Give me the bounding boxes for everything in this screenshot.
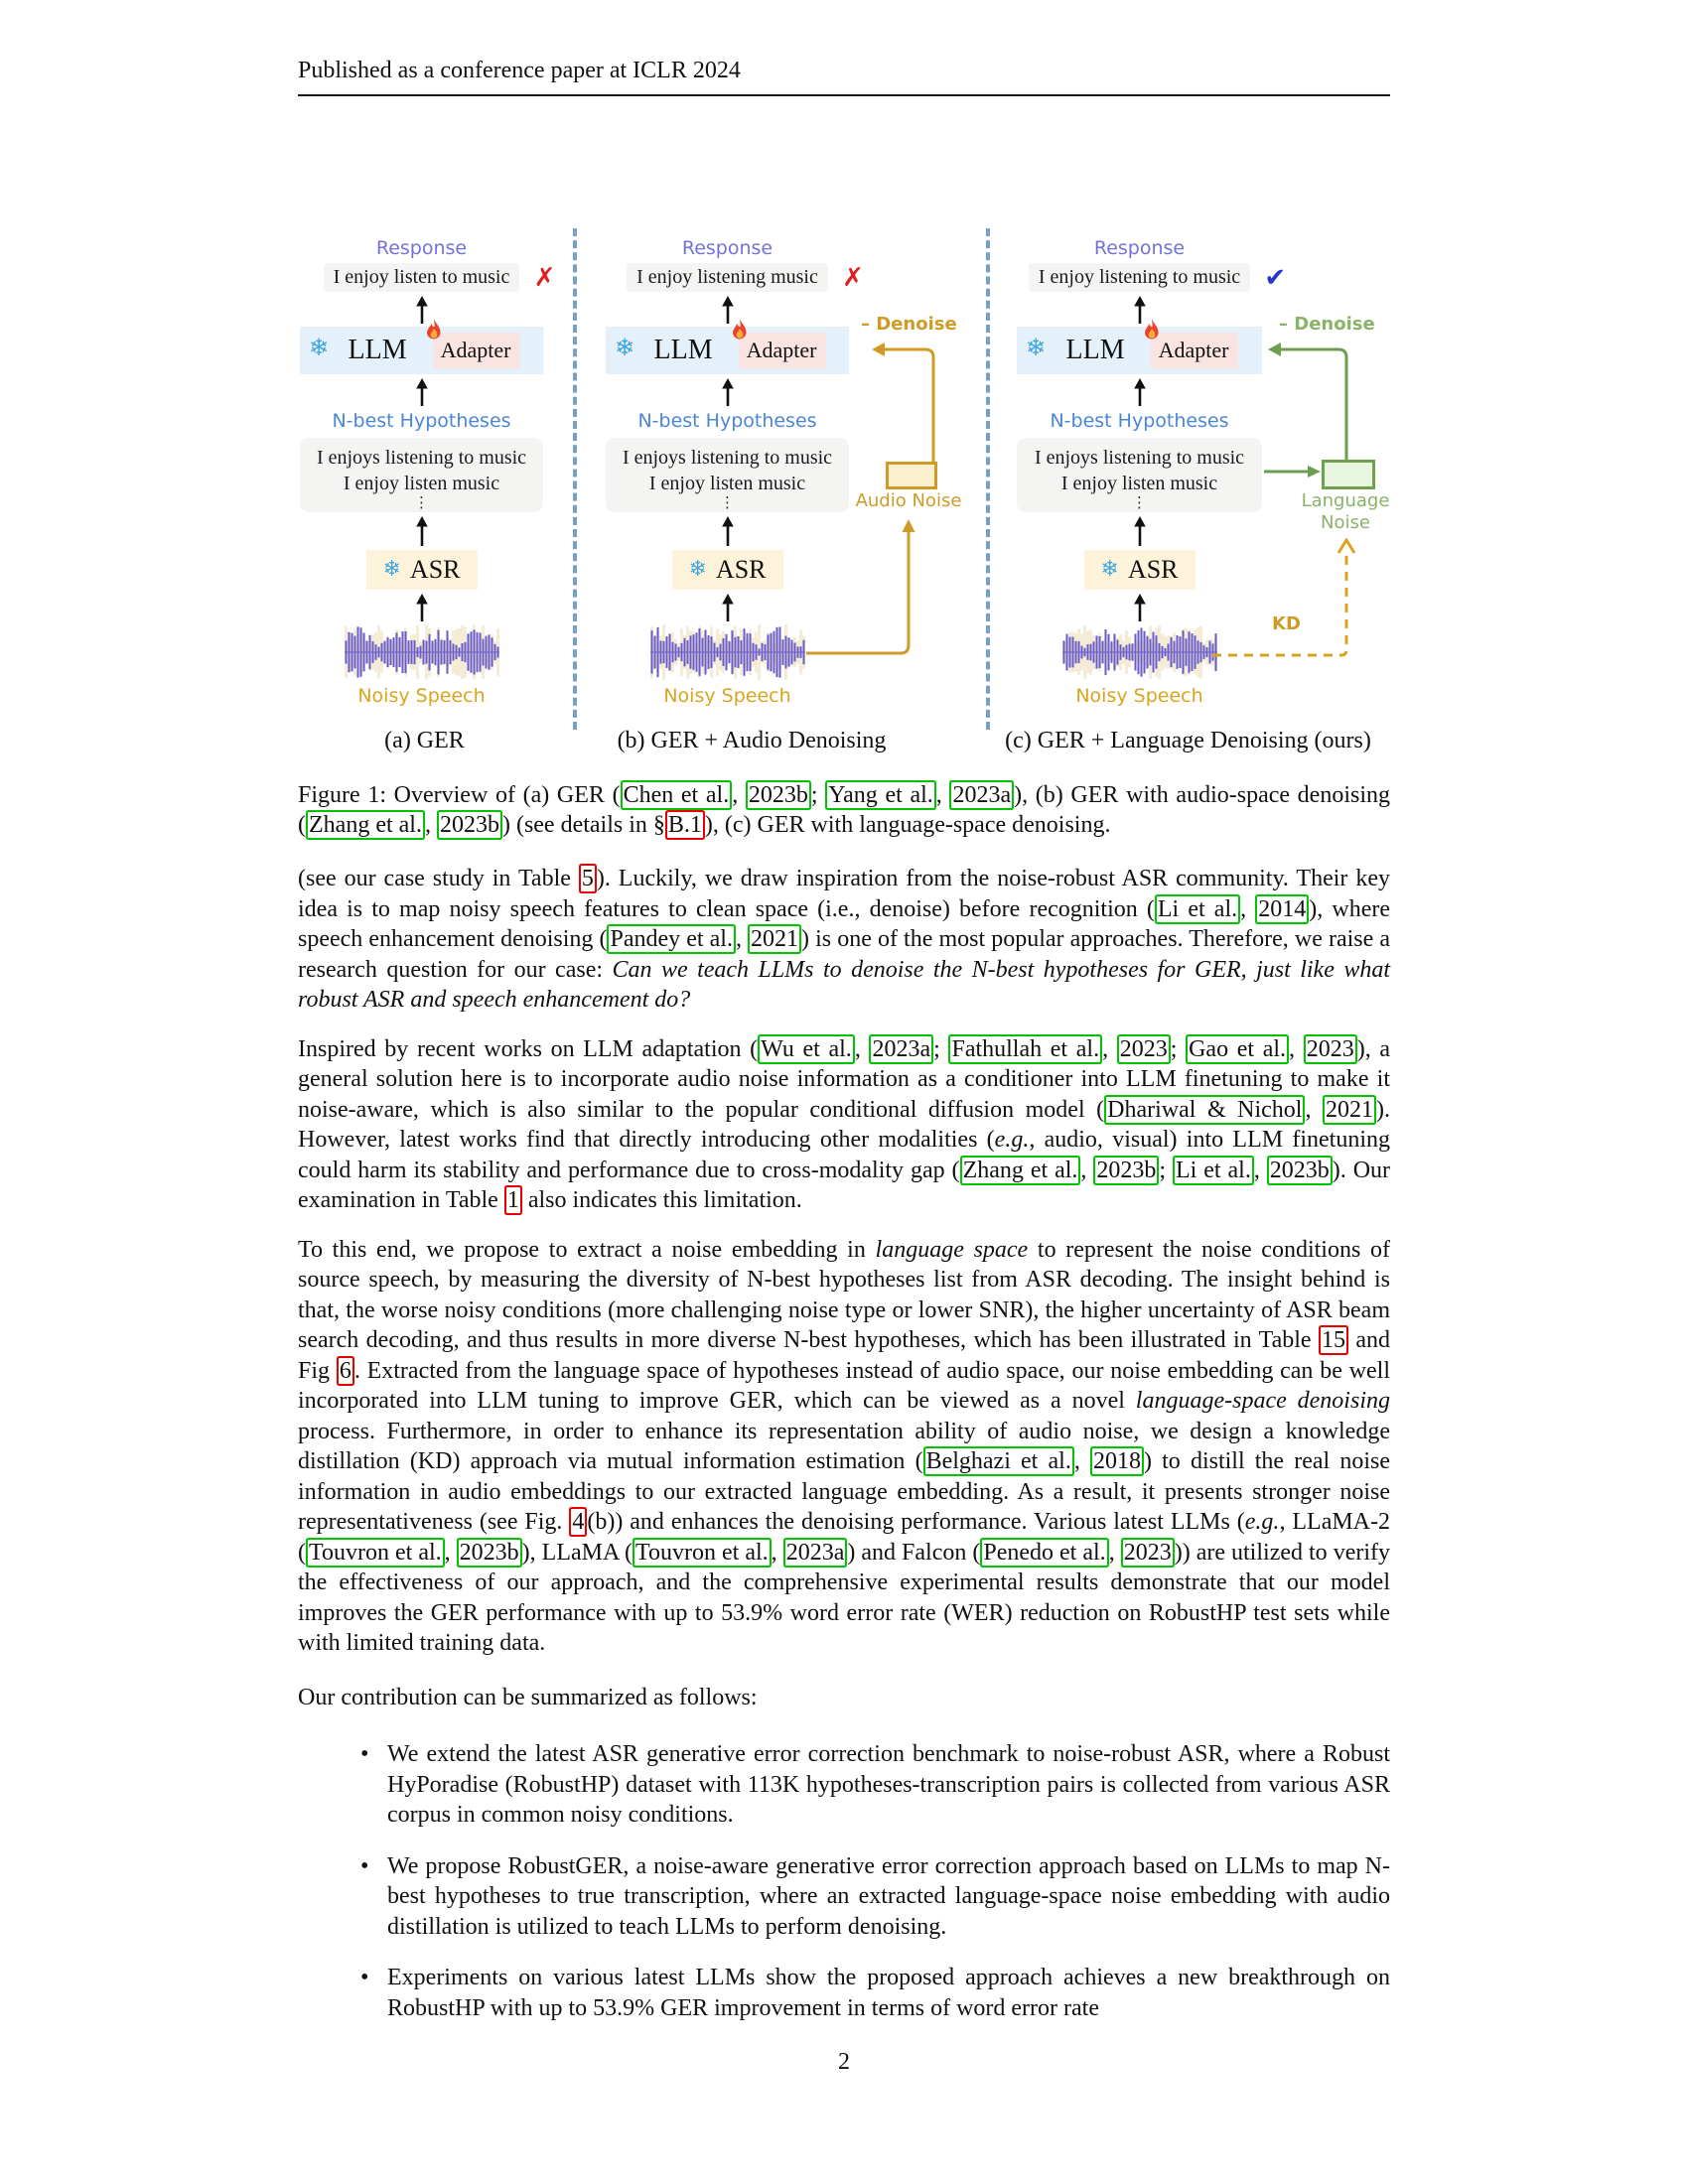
paragraph [298,1034,1390,1216]
citation-link[interactable]: 2023 [1119,1035,1168,1062]
language-noise-box [1322,460,1375,489]
text-segment: ) (see details in § [501,812,665,838]
text-segment: (b)) and enhances the denoising performance. Various latest LLMs ( [587,1509,1245,1535]
citation-link[interactable]: B.1 [667,812,702,838]
up-arrow-icon [720,516,736,546]
text-segment: ). Luckily, we draw inspiration from the noise-robust ASR community. Their key idea is to map noisy speech features to clean space (i.e., denoise) before recognition ( [298,866,1390,922]
snowflake-icon: ❄ [615,334,635,361]
kd-dashed-arrow [1212,538,1357,661]
figure-caption [298,780,1390,840]
citation-link[interactable]: 2021 [1326,1096,1373,1123]
citation-link[interactable]: Belghazi et al. [925,1448,1071,1474]
text-segment: , [424,812,437,838]
fire-icon [1141,318,1163,343]
contribution-list [298,1739,1390,2023]
citation-link[interactable]: 4 [572,1509,585,1535]
citation-link[interactable]: Li et al. [1175,1157,1251,1183]
text-segment: , [1289,1035,1304,1062]
kd-label: KD [1272,614,1301,634]
up-arrow-icon [414,594,430,621]
hypothesis-line: I enjoy listen music [648,473,806,494]
response-text-box: I enjoy listening to music [1029,263,1250,292]
up-arrow-icon [414,378,430,406]
text-segment: . Extracted from the language space of hypotheses instead of audio space, our noise embedding can be well incorporated into LLM tuning to improve GER, which can be viewed as a novel [298,1357,1390,1414]
text-segment: ). However, latest works find that directly introducing other modalities ( [298,1096,1390,1153]
asr-label: ASR [1127,555,1179,584]
text-segment: ), (c) GER with language-space denoising. [704,812,1111,838]
citation-link[interactable]: 2023a [872,1035,931,1062]
snowflake-icon: ❄ [309,334,330,361]
response-text-box: I enjoy listen to music [324,263,520,292]
adapter-box [1151,333,1239,368]
snowflake-icon: ❄ [1026,334,1047,361]
hypotheses-box [300,438,543,512]
hypothesis-line: I enjoys listening to music [1034,447,1245,469]
denoise-arrow [871,340,940,465]
text-segment: , [735,926,749,952]
text-segment: ), a general solution here is to incorporate audio noise information as a conditioner into LLM finetuning to make it noise-aware, which is also similar to the popular conditional diffusion model ( [298,1035,1391,1123]
denoise-label: – Denoise [861,314,957,335]
adapter-box [739,333,827,368]
text-segment: ; [1170,1035,1187,1062]
snowflake-icon: ❄ [1100,557,1119,582]
text-segment: , [732,782,746,808]
contribution-item [387,1851,1390,1943]
citation-link[interactable]: Yang et al. [828,782,933,808]
citation-link[interactable]: 2021 [751,926,799,952]
nbest-hypotheses-label: N-best Hypotheses [332,410,511,432]
text-segment: , LLaMA-2 ( [298,1509,1391,1566]
text-segment: , [444,1539,457,1566]
text-segment: Figure 1: Overview of (a) GER ( [298,782,621,808]
text-segment: (see our case study in Table [298,866,579,891]
body-text [298,864,1390,2044]
text-segment: ) is one of the most popular approaches. Therefore, we raise a research question for our case: [298,926,1391,983]
text-segment: ), where speech enhancement denoising ( [298,895,1391,952]
text-segment: , [935,782,950,808]
text-segment: also indicates this limitation. [521,1187,802,1213]
contribution-text: We extend the latest ASR generative error correction benchmark to noise-robust ASR, where a Robust HyPoradise (RobustHP) dataset with 113K hypotheses-transcription pairs is collected from various ASR corpus in common noisy conditions. [387,1741,1390,1828]
citation-link[interactable]: 1 [506,1187,519,1213]
citation-link[interactable]: Touvron et al. [635,1539,769,1566]
citation-link[interactable]: 2018 [1092,1448,1141,1474]
hypotheses-box [1017,438,1262,512]
language-noise-label-line1: Language [1301,490,1390,511]
asr-box [1084,550,1196,590]
panel-caption: (b) GER + Audio Denoising [617,728,887,753]
hypothesis-line: I enjoy listen music [1060,473,1218,494]
citation-link[interactable]: Touvron et al. [309,1539,442,1566]
adapter-label: Adapter [1158,338,1229,362]
adapter-label: Adapter [440,338,511,362]
noisy-speech-waveform [650,624,805,680]
text-segment: ) to distill the real noise information in audio embeddings to our extracted language embedding. As a result, it presents stronger noise representativeness (see Fig. [298,1448,1391,1535]
figure-panel-c [986,228,1390,759]
page-number: 2 [838,2049,850,2075]
vertical-ellipsis: ⋮ [414,493,429,511]
nbest-hypotheses-label: N-best Hypotheses [637,410,817,432]
text-segment: ; [933,1035,949,1062]
check-mark-icon: ✔ [1264,262,1287,293]
text-segment: , audio, visual) into LLM finetuning could harm its stability and performance due to cross-modality gap ( [298,1127,1390,1183]
noisy-speech-waveform [345,624,499,680]
text-segment: To this end, we propose to extract a noise embedding in [298,1236,876,1263]
asr-box [672,550,783,590]
noisy-speech-label: Noisy Speech [663,685,791,707]
llm-label: LLM [348,335,407,365]
text-segment: e.g. [994,1127,1030,1153]
citation-link[interactable]: 2023 [1123,1539,1172,1566]
citation-link[interactable]: Wu et al. [761,1035,852,1062]
citation-link[interactable]: Dhariwal & Nichol [1107,1096,1303,1123]
language-noise-label-line2: Noise [1321,512,1370,533]
citation-link[interactable]: Gao et al. [1189,1035,1287,1062]
citation-link[interactable]: 2023b [439,812,499,838]
citation-link[interactable]: Fathullah et al. [951,1035,1100,1062]
wrong-mark-icon: ✗ [533,262,556,293]
response-label: Response [375,237,468,259]
text-segment: )) are utilized to verify the effectiveness of our approach, and the comprehensive experimental results demonstrate that our model improves the GER performance with up to 53.9% word error rate (WER) reduction on RobustHP test sets while with limited training data. [298,1539,1390,1656]
denoise-label: – Denoise [1279,314,1375,335]
panel-caption: (a) GER [384,728,465,753]
hypothesis-line: I enjoys listening to music [316,447,527,469]
text-segment: e.g. [1244,1509,1280,1535]
text-segment: ). Our examination in Table [298,1157,1391,1213]
response-row [1029,262,1287,293]
text-segment: to represent the noise conditions of source speech, by measuring the diversity of N-best hypotheses list from ASR decoding. The insight behind is that, the worse noisy conditions (more challenging noise type or lower SNR), the higher uncertainty of ASR beam search decoding, and thus results in more diverse N-best hypotheses, which has been illustrated in Table [298,1236,1390,1353]
hypotheses-to-noise-arrow [1264,464,1322,479]
llm-label: LLM [653,335,713,365]
fire-icon [729,318,751,343]
hypotheses-box [606,438,849,512]
up-arrow-icon [720,378,736,406]
llm-box [1017,327,1262,374]
text-segment: , [1240,895,1256,922]
text-segment: ; [1159,1157,1173,1183]
text-segment: ), (b) GER with audio-space denoising ( [298,782,1391,838]
header-text: Published as a conference paper at ICLR 2024 [298,58,741,83]
citation-link[interactable]: 2023a [785,1539,845,1566]
noisy-speech-label: Noisy Speech [1075,685,1203,707]
citation-link[interactable]: Penedo et al. [983,1539,1106,1566]
contribution-intro: Our contribution can be summarized as follows: [298,1684,758,1710]
citation-link[interactable]: 6 [339,1357,352,1384]
contribution-item [387,1963,1390,2023]
vertical-ellipsis: ⋮ [720,493,735,511]
snowflake-icon: ❄ [688,557,707,582]
denoise-arrow [1267,340,1352,465]
citation-link[interactable]: 2023b [1096,1157,1157,1183]
contribution-text: Experiments on various latest LLMs show the proposed approach achieves a new breakthrough on RobustHP with up to 53.9% GER improvement in terms of word error rate [387,1965,1390,2021]
citation-link[interactable]: Zhang et al. [309,812,422,838]
text-segment: , [771,1539,783,1566]
running-header [298,58,1390,96]
hypothesis-line: I enjoys listening to music [622,447,833,469]
llm-box [300,327,543,374]
vertical-ellipsis: ⋮ [1132,493,1147,511]
citation-link[interactable]: 2014 [1258,895,1307,922]
response-text-box: I enjoy listening music [627,263,828,292]
text-segment: ; [810,782,826,808]
citation-link[interactable]: 2023 [1306,1035,1354,1062]
audio-noise-label: Audio Noise [855,490,962,511]
text-segment: , [1080,1157,1094,1183]
text-segment: Inspired by recent works on LLM adaptation ( [298,1035,759,1062]
text-segment: process. Furthermore, in order to enhance its representation ability of audio noise, we design a knowledge distillation (KD) approach via mutual information estimation ( [298,1418,1390,1474]
noisy-speech-waveform [1062,624,1217,680]
text-segment: ), LLaMA ( [521,1539,633,1566]
text-segment: , [854,1035,870,1062]
fire-icon [423,318,445,343]
llm-label: LLM [1065,335,1125,365]
text-segment: , [1253,1157,1267,1183]
citation-link[interactable]: 2023a [952,782,1012,808]
adapter-box [433,333,521,368]
text-segment: language-space denoising [1135,1388,1390,1414]
snowflake-icon: ❄ [382,557,401,582]
response-row [627,262,864,293]
contribution-text: We propose RobustGER, a noise-aware generative error correction approach based on LLMs to map N-best hypotheses to true transcription, where an extracted language-space noise embedding with audio distillation is utilized to teach LLMs to perform denoising. [387,1852,1390,1940]
paragraph [298,864,1390,1016]
adapter-label: Adapter [746,338,817,362]
paragraph [298,1235,1390,1659]
llm-box [606,327,849,374]
wrong-mark-icon: ✗ [842,262,864,293]
citation-link[interactable]: 2023b [748,782,808,808]
citation-link[interactable]: 15 [1321,1327,1345,1353]
citation-link[interactable]: Li et al. [1157,895,1238,922]
text-segment: , [1102,1035,1117,1062]
hypothesis-line: I enjoy listen music [343,473,500,494]
figure-1 [298,228,1390,764]
asr-label: ASR [715,555,767,584]
up-arrow-icon [1132,516,1148,546]
response-row [324,262,556,293]
text-segment: and Fig [298,1327,1391,1384]
figure-panel-b [573,228,986,759]
citation-link[interactable]: Pandey et al. [610,926,733,952]
contribution-item [387,1739,1390,1831]
up-arrow-icon [1132,594,1148,621]
response-label: Response [681,237,774,259]
audio-noise-box [886,462,937,489]
text-segment: ) and Falcon ( [847,1539,981,1566]
text-segment: , [1305,1096,1323,1123]
up-arrow-icon [414,516,430,546]
citation-link[interactable]: Zhang et al. [962,1157,1078,1183]
audio-noise-arrow [806,518,917,659]
citation-link[interactable]: Chen et al. [623,782,730,808]
citation-link[interactable]: 2023b [459,1539,519,1566]
asr-box [366,550,478,590]
text-segment: , [1108,1539,1121,1566]
text-segment: Can we teach LLMs to denoise the N-best hypotheses for GER, just like what robust ASR and speech enhancement do? [298,956,1390,1013]
text-segment: , [1073,1448,1090,1474]
text-segment: language space [875,1236,1029,1263]
citation-link[interactable]: 5 [581,866,594,891]
up-arrow-icon [720,594,736,621]
nbest-hypotheses-label: N-best Hypotheses [1050,410,1229,432]
noisy-speech-label: Noisy Speech [357,685,486,707]
response-label: Response [1093,237,1186,259]
up-arrow-icon [1132,378,1148,406]
figure-panel-a [298,228,573,759]
citation-link[interactable]: 2023b [1269,1157,1330,1183]
panel-caption: (c) GER + Language Denoising (ours) [1005,728,1371,753]
asr-label: ASR [409,555,461,584]
